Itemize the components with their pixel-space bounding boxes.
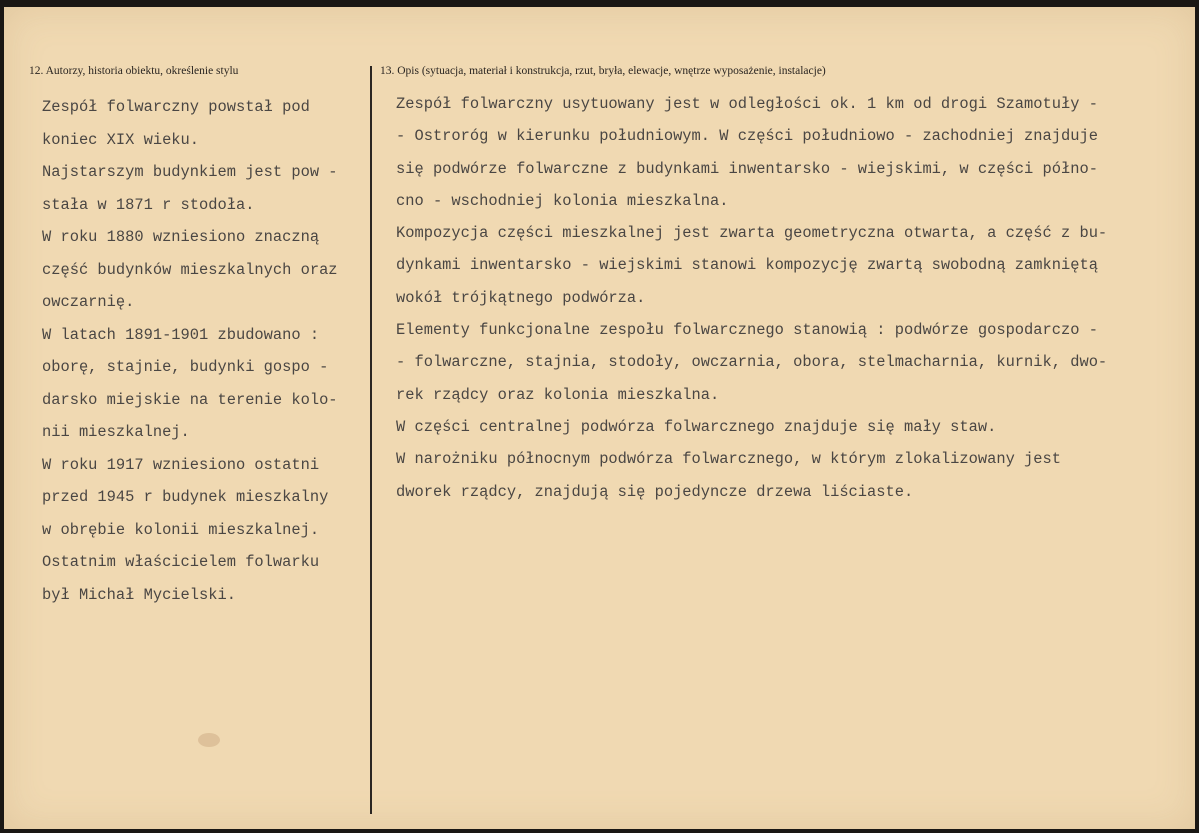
text-line: dynkami inwentarsko - wiejskimi stanowi kompozycję zwartą swobodną zamkniętą	[396, 256, 1098, 275]
section-13-heading: 13. Opis (sytuacja, materiał i konstrukcja, rzut, bryła, elewacje, wnętrze wyposażenie, instalacje)	[380, 65, 826, 77]
text-line: W narożniku północnym podwórza folwarcznego, w którym zlokalizowany jest	[396, 450, 1061, 469]
paper-stain	[198, 733, 220, 747]
text-line: oborę, stajnie, budynki gospo -	[42, 358, 329, 376]
text-line: dworek rządcy, znajdują się pojedyncze drzewa liściaste.	[396, 482, 914, 501]
text-line: W roku 1917 wzniesiono ostatni	[42, 455, 320, 474]
text-line: nii mieszkalnej.	[42, 423, 190, 441]
text-line: Zespół folwarczny usytuowany jest w odległości ok. 1 km od drogi Szamotuły -	[396, 95, 1098, 113]
text-line: był Michał Mycielski.	[42, 585, 236, 604]
text-line: W latach 1891-1901 zbudowano :	[42, 325, 320, 344]
section-12-heading: 12. Autorzy, historia obiektu, określenie stylu	[29, 65, 239, 77]
text-line: wokół trójkątnego podwórza.	[396, 288, 646, 307]
text-line: cno - wschodniej kolonia mieszkalna.	[396, 191, 729, 210]
text-line: koniec XIX wieku.	[42, 130, 200, 149]
text-line: darsko miejskie na terenie kolo-	[42, 390, 338, 409]
text-line: Najstarszym budynkiem jest pow -	[42, 163, 338, 181]
text-line: W części centralnej podwórza folwarcznego znajduje się mały staw.	[396, 417, 997, 436]
text-line: przed 1945 r budynek mieszkalny	[42, 488, 329, 506]
text-line: Elementy funkcjonalne zespołu folwarcznego stanowią : podwórze gospodarczo -	[396, 321, 1098, 340]
text-line: Zespół folwarczny powstał pod	[42, 98, 310, 116]
column-divider	[370, 66, 372, 814]
text-line: owczarnię.	[42, 293, 135, 311]
text-line: się podwórze folwarczne z budynkami inwentarsko - wiejskimi, w części półno-	[396, 159, 1098, 178]
text-line: Kompozycja części mieszkalnej jest zwarta geometryczna otwarta, a część z bu-	[396, 224, 1108, 243]
text-line: stała w 1871 r stodoła.	[42, 195, 255, 214]
section-13-text	[396, 88, 1107, 508]
text-line: część budynków mieszkalnych oraz	[42, 260, 338, 279]
text-line: - Ostroróg w kierunku południowym. W części południowo - zachodniej znajduje	[396, 127, 1098, 146]
text-line: rek rządcy oraz kolonia mieszkalna.	[396, 385, 720, 404]
text-line: - folwarczne, stajnia, stodoły, owczarnia, obora, stelmacharnia, kurnik, dwo-	[396, 353, 1108, 372]
text-line: Ostatnim właścicielem folwarku	[42, 553, 320, 571]
section-12-text	[42, 91, 338, 611]
text-line: w obrębie kolonii mieszkalnej.	[42, 520, 320, 539]
text-line: W roku 1880 wzniesiono znaczną	[42, 228, 320, 246]
